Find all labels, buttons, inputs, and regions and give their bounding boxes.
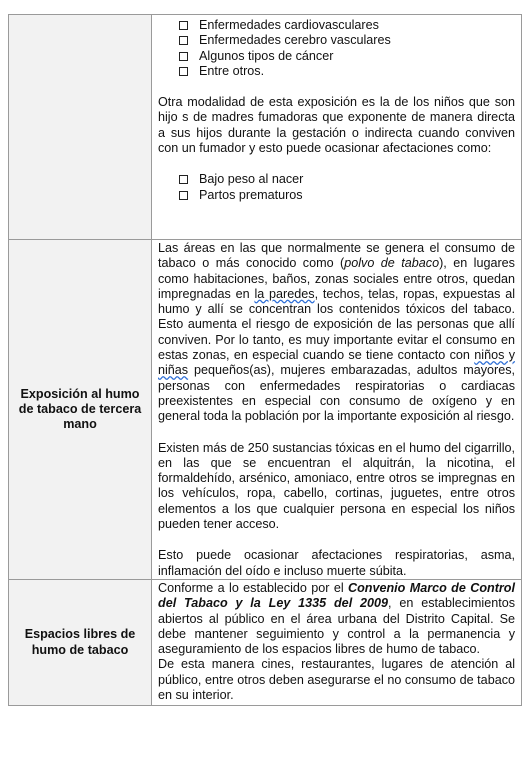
- list-item: Enfermedades cerebro vasculares: [179, 33, 515, 48]
- content-table: [8, 14, 522, 706]
- table-row: [9, 240, 522, 580]
- spellcheck-underline: niños y niñas: [158, 348, 516, 378]
- row-label: Exposición al humo de tabaco de tercera mano: [9, 240, 152, 580]
- paragraph: Esto puede ocasionar afectaciones respiratorias, asma, inflamación del oído e incluso muerte súbita.: [158, 548, 515, 578]
- checkbox-bullet-icon: [179, 52, 188, 61]
- paragraph: Otra modalidad de esta exposición es la de los niños que son hijo s de madres fumadoras que exponente de manera directa a sus hijos durante la gestación o indirecta cuando conviven con un fumador y esto puede ocasionar afectaciones como:: [158, 95, 515, 156]
- table-row: [9, 15, 522, 240]
- spellcheck-underline: la paredes: [254, 286, 315, 301]
- checkbox-bullet-icon: [179, 67, 188, 76]
- paragraph: Conforme a lo establecido por el Convenio Marco de Control del Tabaco y la Ley 1335 del 2009, en establecimientos abiertos al público en el área urbana del Distrito Capital. Se debe mantener seguimiento y control a la permanencia y aseguramiento de los espacios libres de humo de tabaco.: [158, 580, 516, 657]
- effects-list: [158, 172, 515, 203]
- checkbox-bullet-icon: [179, 175, 188, 184]
- disease-list: [158, 18, 515, 79]
- row-label-empty: [9, 15, 152, 240]
- list-item: Algunos tipos de cáncer: [179, 49, 515, 64]
- row-label: Espacios libres de humo de tabaco: [9, 579, 152, 705]
- checkbox-bullet-icon: [179, 191, 188, 200]
- paragraph: Existen más de 250 sustancias tóxicas en el humo del cigarrillo, en las que se encuentran el alquitrán, la nicotina, el formaldehído, arsénico, amoniaco, entre otros se impregnas en los vehículos, ropa, cabello, cortinas, juguetes, entre otros elementos a los que cualquier persona en especial los niños pueden tener acceso.: [158, 440, 515, 532]
- paragraph: De esta manera cines, restaurantes, lugares de atención al público, entre otros deben asegurarse el no consumo de tabaco en su interior.: [158, 657, 515, 703]
- row-content: [152, 15, 522, 240]
- checkbox-bullet-icon: [179, 36, 188, 45]
- checkbox-bullet-icon: [179, 21, 188, 30]
- row-content: [152, 240, 522, 580]
- row-content: [152, 579, 522, 705]
- list-item: Enfermedades cardiovasculares: [179, 18, 515, 33]
- list-item: Bajo peso al nacer: [179, 172, 515, 187]
- table-row: [9, 579, 522, 705]
- list-item: Entre otros.: [179, 64, 515, 79]
- list-item: Partos prematuros: [179, 188, 515, 203]
- paragraph: Las áreas en las que normalmente se genera el consumo de tabaco o más conocido como (polvo de tabaco), en lugares como habitaciones, baños, zonas sociales entre otros, quedan impregnadas en la paredes, techos, telas, ropas, expuestas al humo y allí se concentran los contenidos tóxicos del tabaco. Esto aumenta el riesgo de exposición de las personas que allí conviven. Por lo tanto, es muy importante evitar el consumo en estas zonas, en especial cuando se tiene contacto con niños y niñas pequeños(as), mujeres embarazadas, adultos mayores, personas con enfermedades respiratorias o cardiacas preexistentes en especial con consumo de oxígeno y en general toda la población por la importante exposición al riesgo.: [158, 241, 516, 424]
